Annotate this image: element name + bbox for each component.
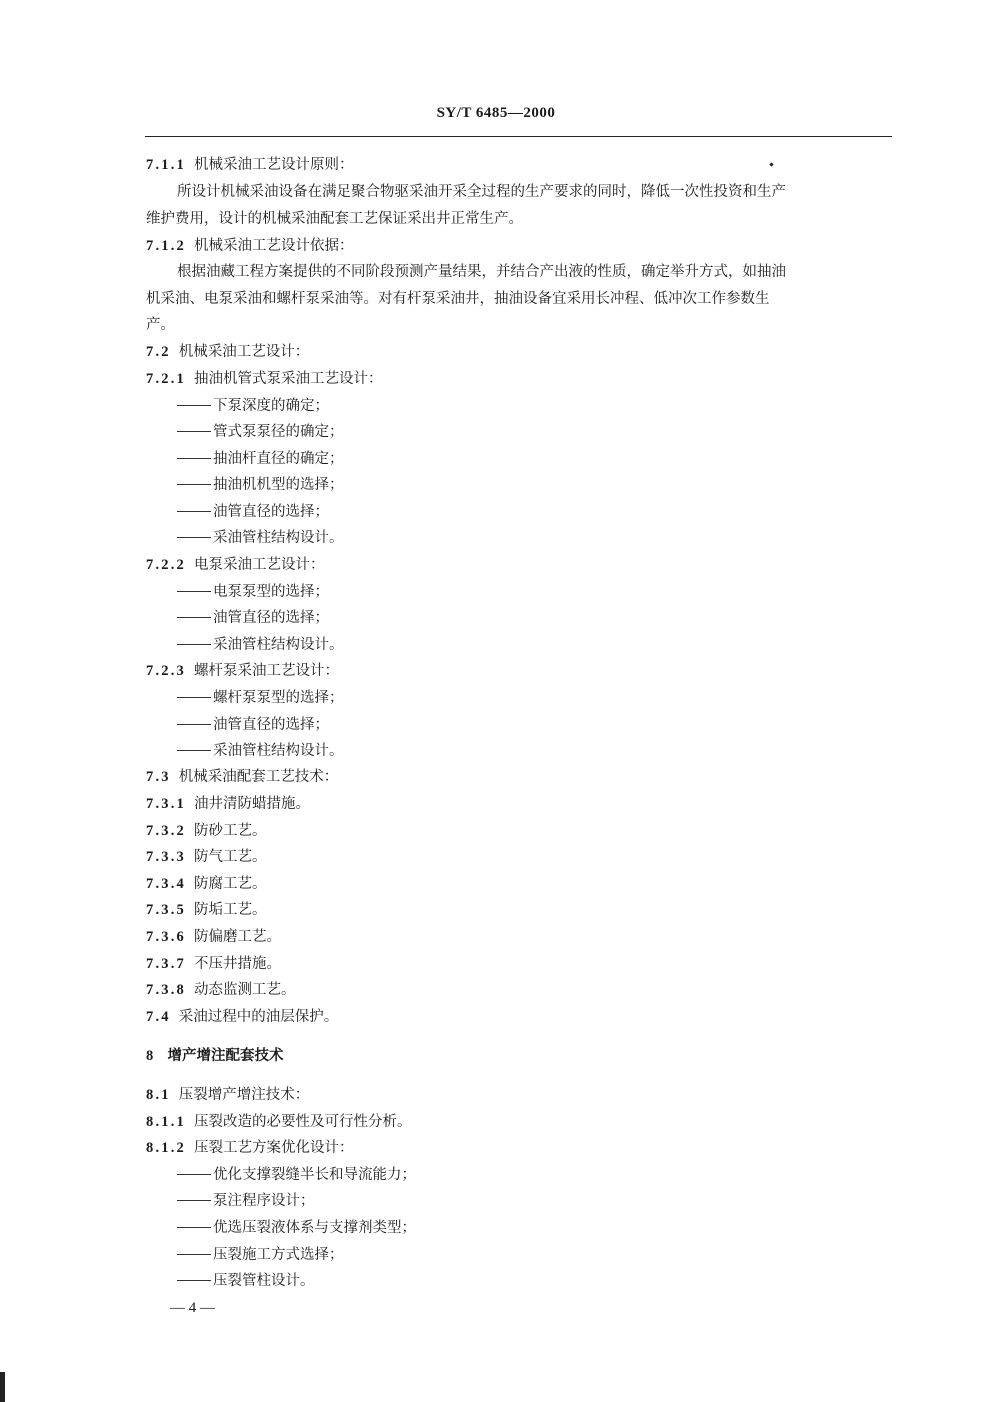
- em-dash: [177, 405, 211, 406]
- em-dash: [177, 458, 211, 459]
- clause-7-4: 7.4 采油过程中的油层保护。: [146, 1009, 339, 1025]
- clause-7-1-2-heading: [146, 236, 354, 256]
- em-dash: [177, 724, 211, 725]
- list-item: 压裂施工方式选择；: [177, 1245, 344, 1265]
- em-dash: [177, 1280, 211, 1281]
- clause-number: 7.2.2: [146, 557, 186, 573]
- list-item: 油管直径的选择；: [177, 715, 329, 735]
- clause-title: 机械采油工艺设计依据：: [194, 238, 354, 254]
- em-dash: [177, 1254, 211, 1255]
- clause-title: 抽油机管式泵采油工艺设计：: [194, 371, 383, 387]
- list-item: 泵注程序设计；: [177, 1191, 315, 1211]
- clause-title: 机械采油工艺设计原则：: [194, 157, 354, 173]
- list-item: 采油管柱结构设计。: [177, 741, 344, 761]
- list-item: 抽油机机型的选择；: [177, 475, 344, 495]
- paragraph-line: 所设计机械采油设备在满足聚合物驱采油开采全过程的生产要求的同时，降低一次性投资和生产: [177, 184, 786, 200]
- chapter-8-heading: 8 增产增注配套技术: [146, 1047, 284, 1064]
- clause-7-3-5: 7.3.5 防垢工艺。: [146, 902, 267, 918]
- clause-number: 7.1.2: [146, 238, 186, 254]
- em-dash: [177, 1227, 211, 1228]
- clause-7-3-6: 7.3.6 防偏磨工艺。: [146, 929, 281, 945]
- em-dash: [177, 617, 211, 618]
- clause-7-3-heading: [146, 767, 338, 787]
- list-item: 优选压裂液体系与支撑剂类型；: [177, 1218, 416, 1238]
- clause-title: 机械采油工艺设计：: [178, 344, 310, 360]
- paragraph-line: 机采油、电泵采油和螺杆泵采油等。对有杆泵采油井，抽油设备宜采用长冲程、低冲次工作参数生: [146, 291, 770, 307]
- clause-7-2-3-heading: [146, 661, 339, 681]
- list-item: 压裂管柱设计。: [177, 1271, 315, 1291]
- em-dash: [177, 1174, 211, 1175]
- paragraph-line: 产。: [146, 317, 175, 333]
- list-item: 采油管柱结构设计。: [177, 635, 344, 655]
- list-item: 管式泵泵径的确定；: [177, 422, 344, 442]
- em-dash: [177, 750, 211, 751]
- list-item: 油管直径的选择；: [177, 502, 329, 522]
- clause-7-2-heading: [146, 342, 309, 362]
- clause-number: 7.3: [146, 769, 171, 785]
- clause-number: 7.2: [146, 344, 171, 360]
- list-item: 螺杆泵泵型的选择；: [177, 688, 344, 708]
- clause-7-2-1-heading: [146, 369, 383, 389]
- paragraph-line: 维护费用，设计的机械采油配套工艺保证采出井正常生产。: [146, 211, 523, 227]
- em-dash: [177, 511, 211, 512]
- clause-7-3-8: 7.3.8 动态监测工艺。: [146, 982, 296, 998]
- clause-number: 7.1.1: [146, 157, 186, 173]
- list-item: 采油管柱结构设计。: [177, 528, 344, 548]
- clause-title: 电泵采油工艺设计：: [194, 557, 325, 573]
- em-dash: [177, 697, 211, 698]
- clause-7-3-3: 7.3.3 防气工艺。: [146, 849, 267, 865]
- clause-title: 螺杆泵采油工艺设计：: [194, 663, 339, 679]
- clause-8-1-heading: 8.1 压裂增产增注技术：: [146, 1087, 310, 1103]
- em-dash: [177, 1200, 211, 1201]
- em-dash: [177, 591, 211, 592]
- standard-code-header: SY/T 6485—2000: [436, 105, 556, 121]
- em-dash: [177, 644, 211, 645]
- list-item: 下泵深度的确定；: [177, 396, 329, 416]
- list-item: 优化支撑裂缝半长和导流能力；: [177, 1165, 416, 1185]
- em-dash: [177, 484, 211, 485]
- em-dash: [177, 431, 211, 432]
- clause-7-1-1-heading: [146, 155, 354, 175]
- clause-number: 7.2.3: [146, 663, 186, 679]
- paragraph-line: 根据油藏工程方案提供的不同阶段预测产量结果，并结合产出液的性质，确定举升方式，如抽油: [177, 264, 786, 280]
- clause-8-1-2-heading: 8.1.2 压裂工艺方案优化设计：: [146, 1140, 354, 1156]
- scan-speck: [769, 162, 773, 166]
- list-item: 电泵泵型的选择；: [177, 582, 329, 602]
- header-rule: [145, 136, 892, 137]
- page-number: — 4 —: [170, 1300, 215, 1316]
- clause-number: 7.2.1: [146, 371, 186, 387]
- clause-8-1-1: 8.1.1 压裂改造的必要性及可行性分析。: [146, 1114, 412, 1130]
- clause-7-3-2: 7.3.2 防砂工艺。: [146, 823, 267, 839]
- clause-7-3-4: 7.3.4 防腐工艺。: [146, 876, 267, 892]
- clause-title: 机械采油配套工艺技术：: [178, 769, 339, 785]
- list-item: 抽油杆直径的确定；: [177, 449, 344, 469]
- list-item: 油管直径的选择；: [177, 608, 329, 628]
- clause-7-3-1: 7.3.1 油井清防蜡措施。: [146, 796, 310, 812]
- em-dash: [177, 537, 211, 538]
- clause-7-3-7: 7.3.7 不压井措施。: [146, 956, 281, 972]
- scan-edge-mark: [0, 1372, 5, 1402]
- clause-7-2-2-heading: [146, 555, 325, 575]
